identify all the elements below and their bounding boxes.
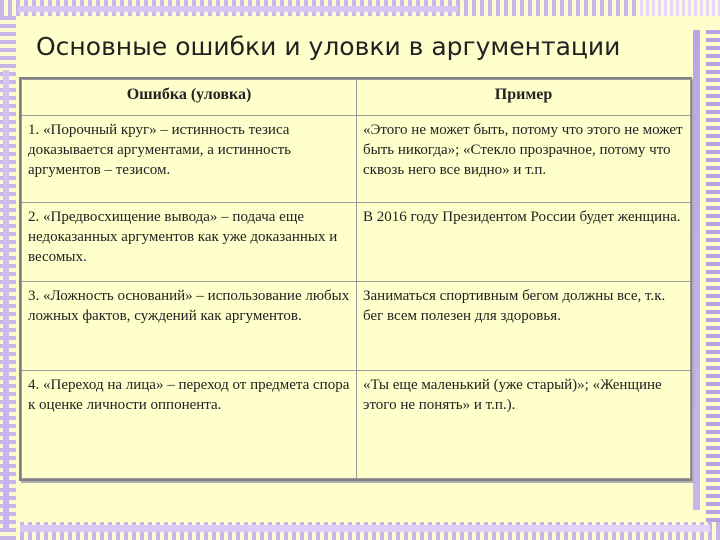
- table-row: [22, 116, 691, 203]
- cell-example: «Этого не может быть, потому что этого не может быть никогда»; «Стекло прозрачное, потому что сквозь него все видно» и т.п.: [357, 116, 691, 203]
- decorative-top-bar: [18, 6, 458, 12]
- errors-table: [21, 79, 691, 479]
- cell-example: В 2016 году Президентом России будет женщина.: [357, 203, 691, 282]
- cell-error: 1. «Порочный круг» – истинность тезиса доказывается аргументами, а истинность аргументов – тезисом.: [22, 116, 357, 203]
- cell-example: «Ты еще маленький (уже старый)»; «Женщине этого не понять» и т.п.).: [357, 371, 691, 479]
- cell-error: 4. «Переход на лица» – переход от предмета спора к оценке личности оппонента.: [22, 371, 357, 479]
- cell-error: 3. «Ложность оснований» – использование любых ложных фактов, суждений как аргументов.: [22, 282, 357, 371]
- table-row: [22, 203, 691, 282]
- header-error: Ошибка (уловка): [22, 80, 357, 116]
- cell-example: Заниматься спортивным бегом должны все, т.к. бег всем полезен для здоровья.: [357, 282, 691, 371]
- table-header-row: [22, 80, 691, 116]
- decorative-bottom-bar: [20, 525, 710, 532]
- header-example: Пример: [357, 80, 691, 116]
- decorative-right-bar: [693, 30, 700, 510]
- cell-error: 2. «Предвосхищение вывода» – подача еще недоказанных аргументов как уже доказанных и весомых.: [22, 203, 357, 282]
- decorative-left-bar: [3, 70, 9, 530]
- table-row: [22, 282, 691, 371]
- decorative-right-border: [706, 30, 720, 530]
- slide-title: Основные ошибки и уловки в аргументации: [36, 32, 621, 61]
- table-row: [22, 371, 691, 479]
- decorative-top-right-border: [640, 0, 720, 16]
- errors-table-container: [19, 77, 692, 481]
